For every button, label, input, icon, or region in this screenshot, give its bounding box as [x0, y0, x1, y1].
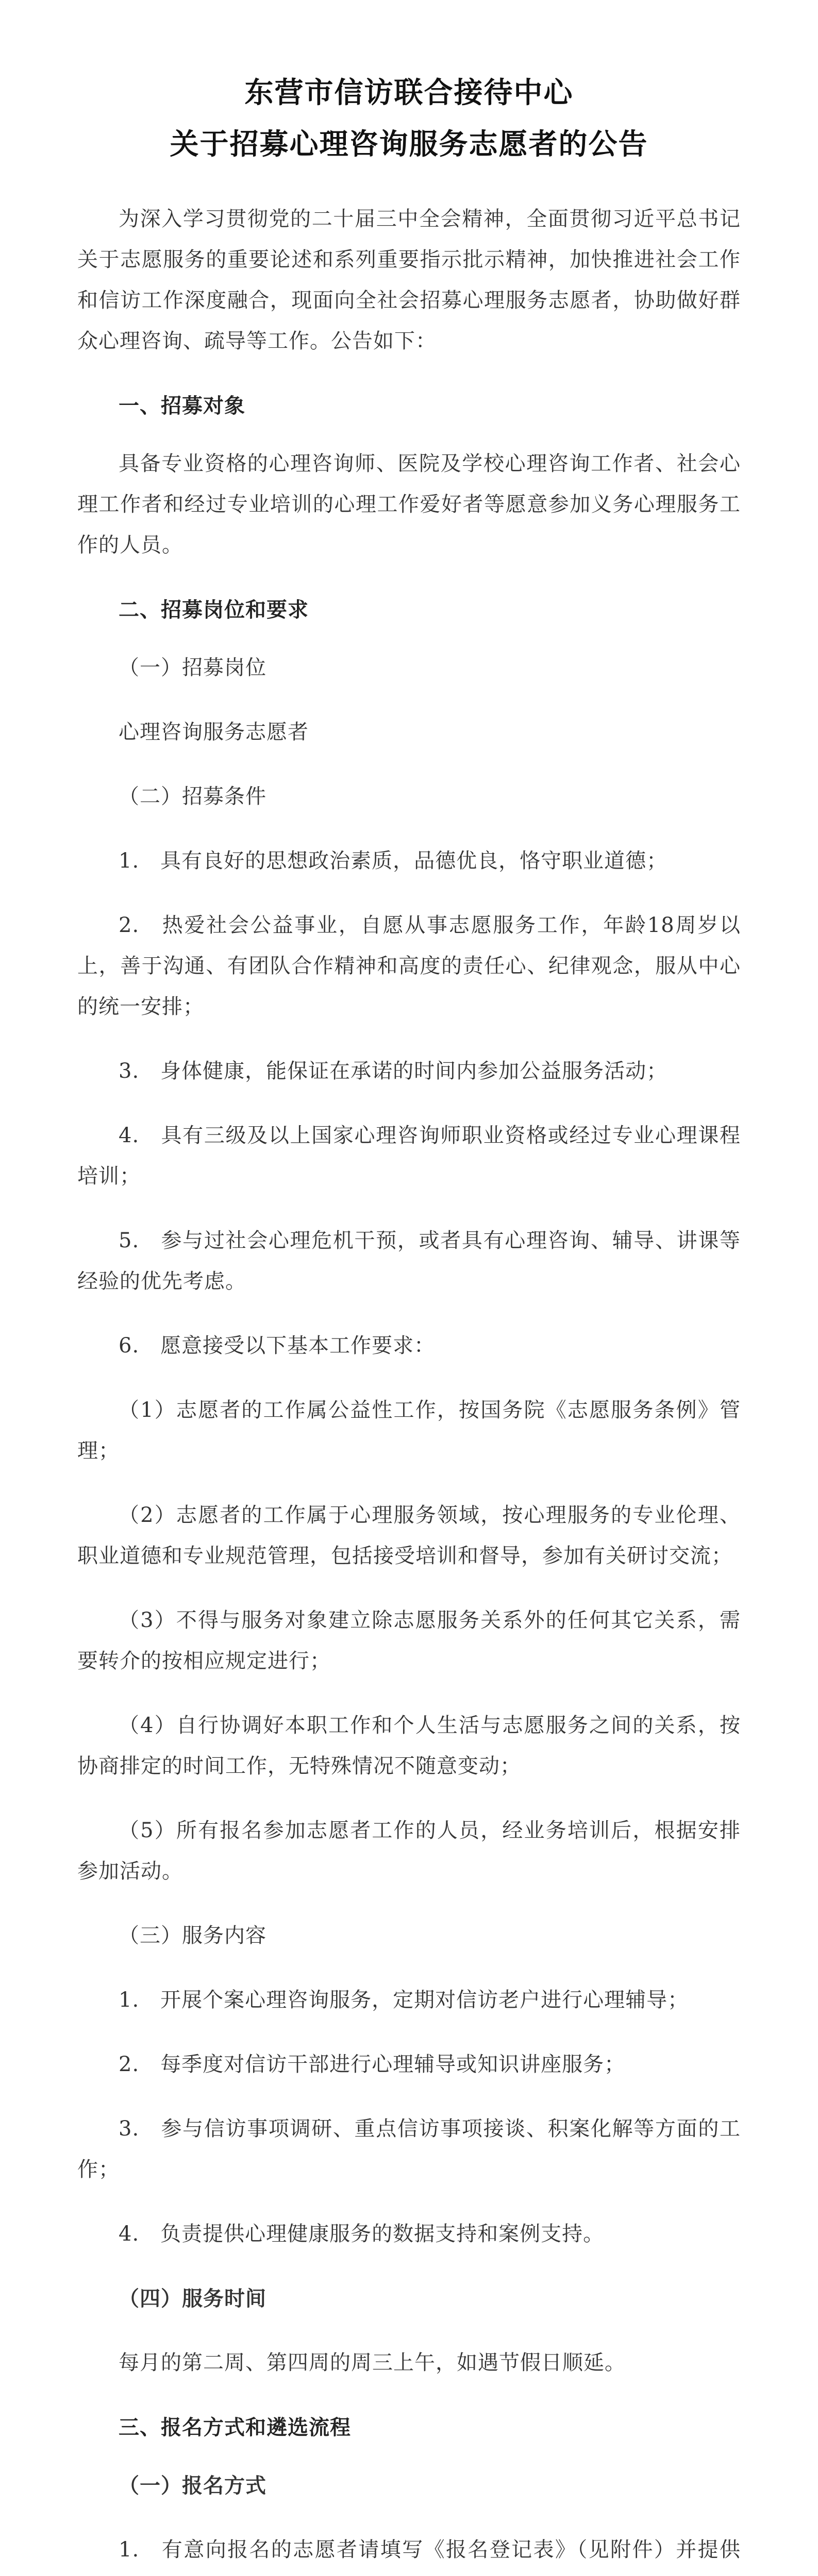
section-heading: 二、招募岗位和要求 — [119, 598, 309, 622]
issuer-title: 东营市信访联合接待中心 — [244, 76, 574, 110]
subsection-heading: （一）招募岗位 — [119, 656, 266, 680]
section-heading: 三、报名方式和遴选流程 — [119, 2415, 351, 2439]
list-item: 3. 身体健康，能保证在承诺的时间内参加公益服务活动； — [119, 1059, 668, 1083]
list-item — [77, 2530, 741, 2576]
list-item: 2. 每季度对信访干部进行心理辅导或知识讲座服务； — [119, 2053, 626, 2076]
list-item: 5. 参与过社会心理危机干预，或者具有心理咨询、辅导、讲课等经验的优先考虑。 — [77, 1229, 741, 1293]
list-item: 6. 愿意接受以下基本工作要求： — [119, 1334, 436, 1358]
list-item: 4. 负责提供心理健康服务的数据支持和案例支持。 — [119, 2222, 605, 2246]
paragraph: 具备专业资格的心理咨询师、医院及学校心理咨询工作者、社会心理工作者和经过专业培训的心理工作爱好者等愿意参加义务心理服务工作的人员。 — [77, 452, 741, 557]
list-item-text: 1. 有意向报名的志愿者请填写《报名登记表》（见附件）并提供 — [119, 2538, 741, 2562]
notice-title: 关于招募心理咨询服务志愿者的公告 — [170, 127, 648, 161]
list-item: （2）志愿者的工作属于心理服务领域，按心理服务的专业伦理、职业道德和专业规范管理，包括接受培训和督导，参加有关研讨交流； — [77, 1503, 741, 1568]
list-item: （4）自行协调好本职工作和个人生活与志愿服务之间的关系，按协商排定的时间工作，无特殊情况不随意变动； — [77, 1714, 741, 1778]
subsection-heading: （四）服务时间 — [119, 2286, 266, 2311]
paragraph: 心理咨询服务志愿者 — [119, 720, 309, 744]
list-item: 1. 开展个案心理咨询服务，定期对信访老户进行心理辅导； — [119, 1988, 689, 2012]
intro-paragraph: 为深入学习贯彻党的二十届三中全会精神，全面贯彻习近平总书记关于志愿服务的重要论述和系列重要指示批示精神，加快推进社会工作和信访工作深度融合，现面向全社会招募心理服务志愿者，协助做好群众心理咨询、疏导等工作。公告如下： — [77, 207, 741, 353]
list-item: 3. 参与信访事项调研、重点信访事项接谈、积案化解等方面的工作； — [77, 2117, 741, 2181]
subsection-heading: （二）招募条件 — [119, 785, 266, 808]
subsection-heading: （三）服务内容 — [119, 1924, 266, 1947]
list-item: 2. 热爱社会公益事业，自愿从事志愿服务工作，年龄18周岁以上，善于沟通、有团队合作精神和高度的责任心、纪律观念，服从中心的统一安排； — [77, 913, 741, 1019]
list-item: （3）不得与服务对象建立除志愿服务关系外的任何其它关系，需要转介的按相应规定进行； — [77, 1608, 741, 1673]
list-item: 1. 具有良好的思想政治素质，品德优良，恪守职业道德； — [119, 849, 668, 873]
paragraph: 每月的第二周、第四周的周三上午，如遇节假日顺延。 — [119, 2351, 626, 2375]
subsection-heading: （一）报名方式 — [119, 2473, 266, 2498]
section-heading: 一、招募对象 — [119, 394, 245, 418]
list-item: （1）志愿者的工作属公益性工作，按国务院《志愿服务条例》管理； — [77, 1398, 741, 1463]
list-item: 4. 具有三级及以上国家心理咨询师职业资格或经过专业心理课程培训； — [77, 1124, 741, 1188]
list-item: （5）所有报名参加志愿者工作的人员，经业务培训后，根据安排参加活动。 — [77, 1819, 741, 1883]
